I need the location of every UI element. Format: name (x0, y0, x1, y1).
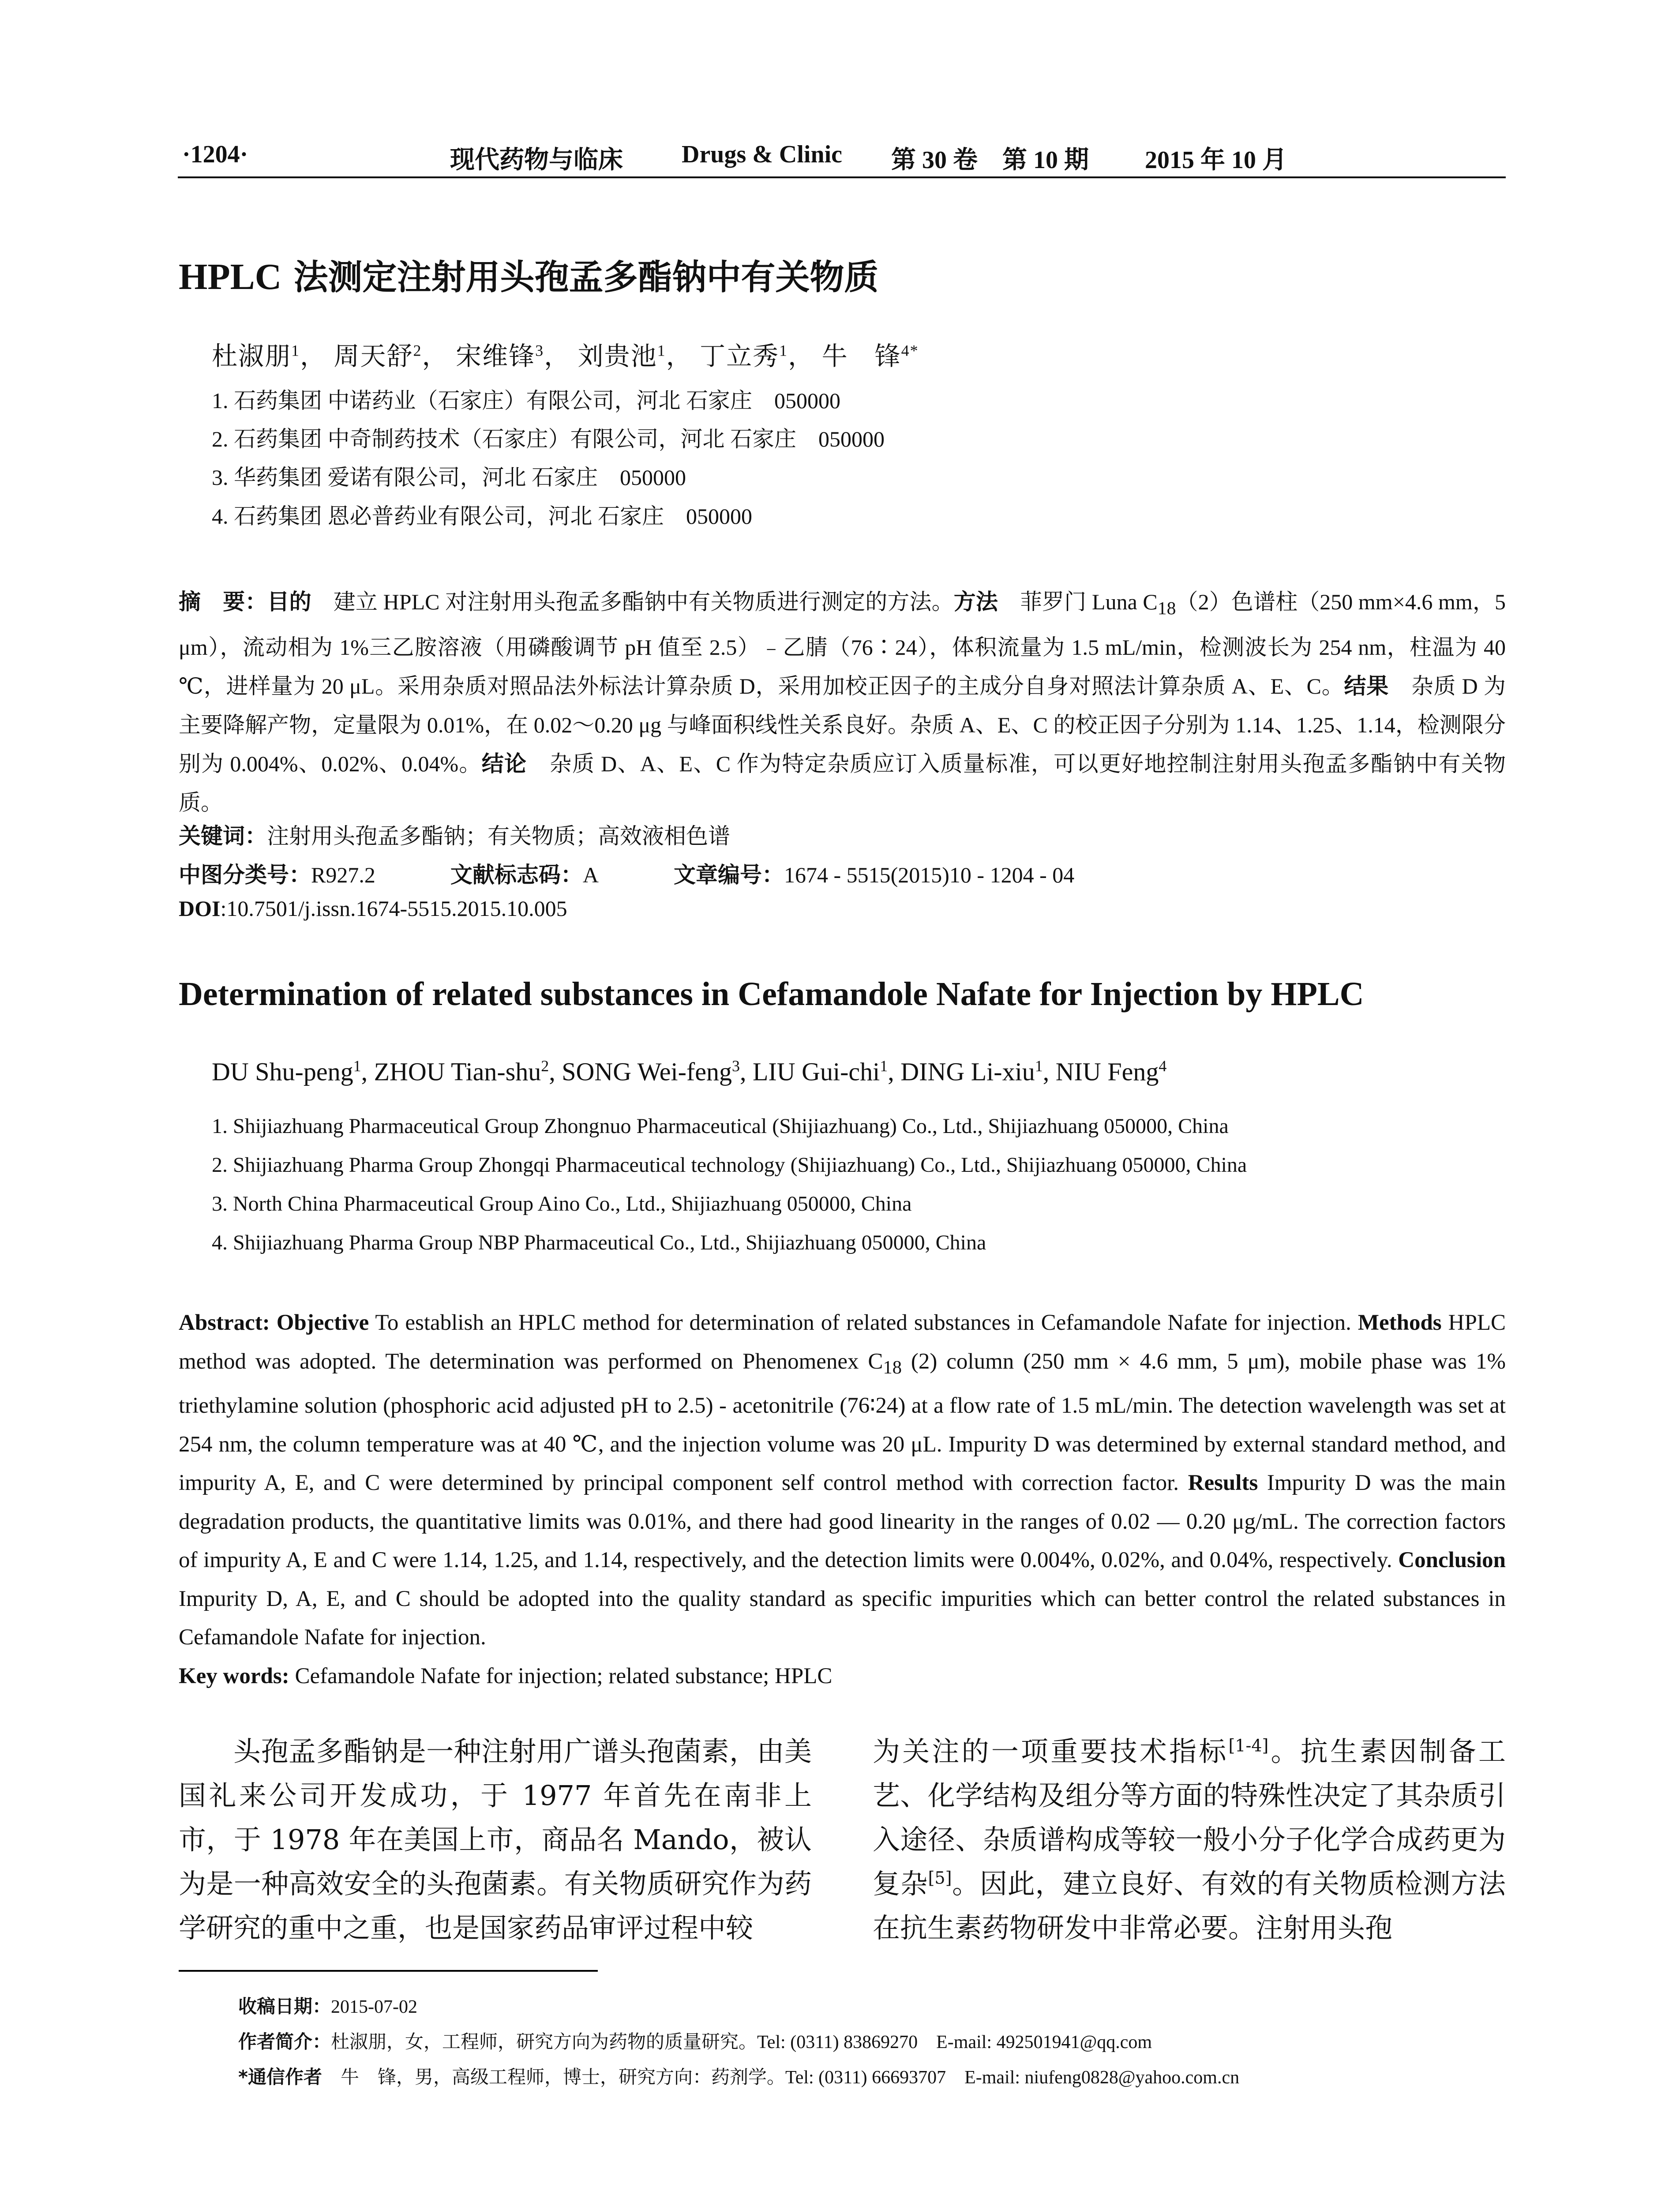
author-affiliation-mark: 1 (779, 341, 788, 360)
author-name: 丁立秀 (700, 342, 780, 371)
author-affiliation-mark: 1 (291, 341, 300, 360)
author-affiliation-mark: 1 (353, 1057, 361, 1075)
methods-label: 方法 (953, 589, 998, 615)
cn-classification: 中图分类号：R927.2 文献标志码：A 文章编号：1674 - 5515(2015)10 - 1204 - 04 (179, 862, 1075, 888)
en-affiliation: 4. Shijiazhuang Pharma Group NBP Pharmaceutical Co., Ltd., Shijiazhuang 050000, China (212, 1231, 986, 1254)
en-title: Determination of related substances in Cefamandole Nafate for Injection by HPLC (179, 975, 1364, 1013)
issue-date: 2015 年 10 月 (1145, 146, 1287, 174)
footnote-received: 收稿日期：2015-07-02 (238, 1996, 417, 2017)
results-label: 结果 (1344, 673, 1389, 699)
author-affiliation-mark: 1 (880, 1057, 888, 1075)
objective-label: 目的 (267, 589, 311, 615)
author-name: 牛 锋 (821, 342, 901, 371)
body-column-left: 头孢孟多酯钠是一种注射用广谱头孢菌素，由美国礼来公司开发成功，于 1977 年首先在南非上市，于 1978 年在美国上市，商品名 Mando，被认为是一种高效安全的头孢菌素。有关物质研究作为药学研究的重中之重，也是国家药品审评过程中较 (179, 1735, 812, 1944)
citation: [1-4] (1228, 1736, 1269, 1756)
conclusion-label: Conclusion (1398, 1548, 1506, 1573)
journal-name-cn: 现代药物与临床 (450, 146, 623, 174)
author-name: SONG Wei-feng (562, 1057, 732, 1086)
author-name: ZHOU Tian-shu (374, 1057, 541, 1086)
doi: DOI:10.7501/j.issn.1674-5515.2015.10.005 (179, 896, 567, 921)
results-label: Results (1188, 1471, 1258, 1496)
body-column-right: 为关注的一项重要技术指标[1-4]。抗生素因制备工艺、化学结构及组分等方面的特殊性决定了其杂质引入途径、杂质谱构成等较一般小分子化学合成药更为复杂[5]。因此，建立良好、有效的有关物质检测方法在抗生素药物研发中非常必要。注射用头孢 (873, 1735, 1506, 1944)
cn-affiliation: 3. 华药集团 爱诺有限公司，河北 石家庄 050000 (212, 465, 686, 490)
cn-affiliation: 1. 石药集团 中诺药业（石家庄）有限公司，河北 石家庄 050000 (212, 388, 840, 413)
author-name: LIU Gui-chi (752, 1057, 880, 1086)
author-affiliation-mark: 3 (535, 341, 544, 360)
author-affiliation-mark: 4* (901, 341, 919, 360)
author-name: 周天舒 (334, 342, 413, 371)
cn-keywords: 关键词：注射用头孢孟多酯钠；有关物质；高效液相色谱 (179, 823, 730, 849)
en-abstract: Abstract: Objective To establish an HPLC method for determination of related substances in Cefamandole Nafate for injection. Methods HPLC method was adopted. The determination was performed on Phenomenex $C_{18}$ (2) column (250 mm × 4.6 mm, 5 μm), mobile phase was 1% triethylamine solution (phosphoric acid adjusted pH to 2.5) - acetonitrile (76∶24) at a flow rate of 1.5 mL/min. The detection wavelength was set at 254 nm, the column temperature was at 40 ℃, and the injection volume was 20 μL. Impurity D was determined by external standard method, and impurity A, E, and C were determined by principal component self control method with correction factor. Results Impurity D was the main degradation products, the quantitative limits was 0.01%, and there had good linearity in the ranges of 0.02 — 0.20 μg/mL. The correction factors of impurity A, E and C were 1.14, 1.25, and 1.14, respectively, and the detection limits were 0.004%, 0.02%, and 0.04%, respectively. Conclusion Impurity D, A, E, and C should be adopted into the quality standard as specific impurities which can better control the related substances in Cefamandole Nafate for injection. (179, 1310, 1506, 1650)
cn-author-list: 杜淑朋$^1$， 周天舒$^2$， 宋维锋$^3$， 刘贵池$^1$， 丁立秀$^1$， 牛 锋$^{4*}$ (212, 341, 919, 371)
author-affiliation-mark: 4 (1159, 1057, 1167, 1075)
en-keywords: Key words: Cefamandole Nafate for injection; related substance; HPLC (179, 1664, 832, 1688)
author-name: NIU Feng (1055, 1057, 1159, 1086)
author-name: 杜淑朋 (212, 342, 292, 371)
author-affiliation-mark: 1 (657, 341, 666, 360)
author-name: DU Shu-peng (212, 1057, 353, 1086)
en-affiliation: 1. Shijiazhuang Pharmaceutical Group Zhongnuo Pharmaceutical (Shijiazhuang) Co., Ltd., Shijiazhuang 050000, China (212, 1114, 1229, 1138)
cn-abstract: 摘 要：目的 建立 HPLC 对注射用头孢孟多酯钠中有关物质进行测定的方法。方法 菲罗门 Luna $C_{18}(2)$色谱柱（250 mm×4.6 mm，5 μm），流动相为 1%三乙胺溶液（用磷酸调节 pH 值至 2.5）﹣乙腈（76∶24），体积流量为 1.5 mL/min，检测波长为 254 nm，柱温为 40 ℃，进样量为 20 μL。采用杂质对照品法外标法计算杂质 D，采用加校正因子的主成分自身对照法计算杂质 A、E、C。结果 杂质 D 为主要降解产物，定量限为 0.01%，在 0.02～0.20 μg 与峰面积线性关系良好。杂质 A、E、C 的校正因子分别为 1.14、1.25、1.14，检测限分别为 0.004%、0.02%、0.04%。结论 杂质 D、A、E、C 作为特定杂质应订入质量标准，可以更好地控制注射用头孢孟多酯钠中有关物质。 (179, 589, 1506, 815)
author-affiliation-mark: 1 (1035, 1057, 1043, 1075)
author-name: 刘贵池 (578, 342, 657, 371)
abstract-label: 摘 要： (179, 589, 267, 615)
cn-title: HPLC 法测定注射用头孢孟多酯钠中有关物质 (179, 256, 879, 297)
footnote-rule (179, 1970, 598, 1972)
en-affiliation: 3. North China Pharmaceutical Group Aino Co., Ltd., Shijiazhuang 050000, China (212, 1192, 912, 1216)
en-affiliation: 2. Shijiazhuang Pharma Group Zhongqi Pharmaceutical technology (Shijiazhuang) Co., Ltd., Shijiazhuang 050000, China (212, 1153, 1247, 1177)
page-number: ·1204· (182, 141, 248, 168)
methods-label: Methods (1358, 1310, 1442, 1335)
footnote-corresponding-author: *通信作者 牛 锋，男，高级工程师，博士，研究方向：药剂学。Tel: (0311) 66693707 E-mail: niufeng0828@yahoo.com.cn (238, 2066, 1240, 2088)
en-author-list: DU Shu-peng$^1$, ZHOU Tian-shu$^2$, SONG Wei-feng$^3$, LIU Gui-chi$^1$, DING Li-xiu$^1$, NIU Feng$^4$ (212, 1057, 1167, 1086)
citation: [5] (928, 1868, 952, 1888)
footnote-author-bio: 作者简介：杜淑朋，女，工程师，研究方向为药物的质量研究。Tel: (0311) 83869270 E-mail: 492501941@qq.com (238, 2031, 1152, 2052)
conclusion-label: 结论 (481, 751, 527, 777)
abstract-label: Abstract: Objective (179, 1310, 369, 1335)
author-name: DING Li-xiu (900, 1057, 1035, 1086)
author-affiliation-mark: 2 (413, 341, 422, 360)
author-name: 宋维锋 (456, 342, 536, 371)
author-affiliation-mark: 3 (731, 1057, 740, 1075)
volume-issue: 第 30 卷 第 10 期 (891, 146, 1089, 174)
journal-name-en: Drugs & Clinic (682, 141, 842, 168)
cn-affiliation: 2. 石药集团 中奇制药技术（石家庄）有限公司，河北 石家庄 050000 (212, 427, 885, 451)
cn-affiliation: 4. 石药集团 恩必普药业有限公司，河北 石家庄 050000 (212, 504, 752, 529)
header-rule (178, 176, 1506, 178)
author-affiliation-mark: 2 (541, 1057, 549, 1075)
